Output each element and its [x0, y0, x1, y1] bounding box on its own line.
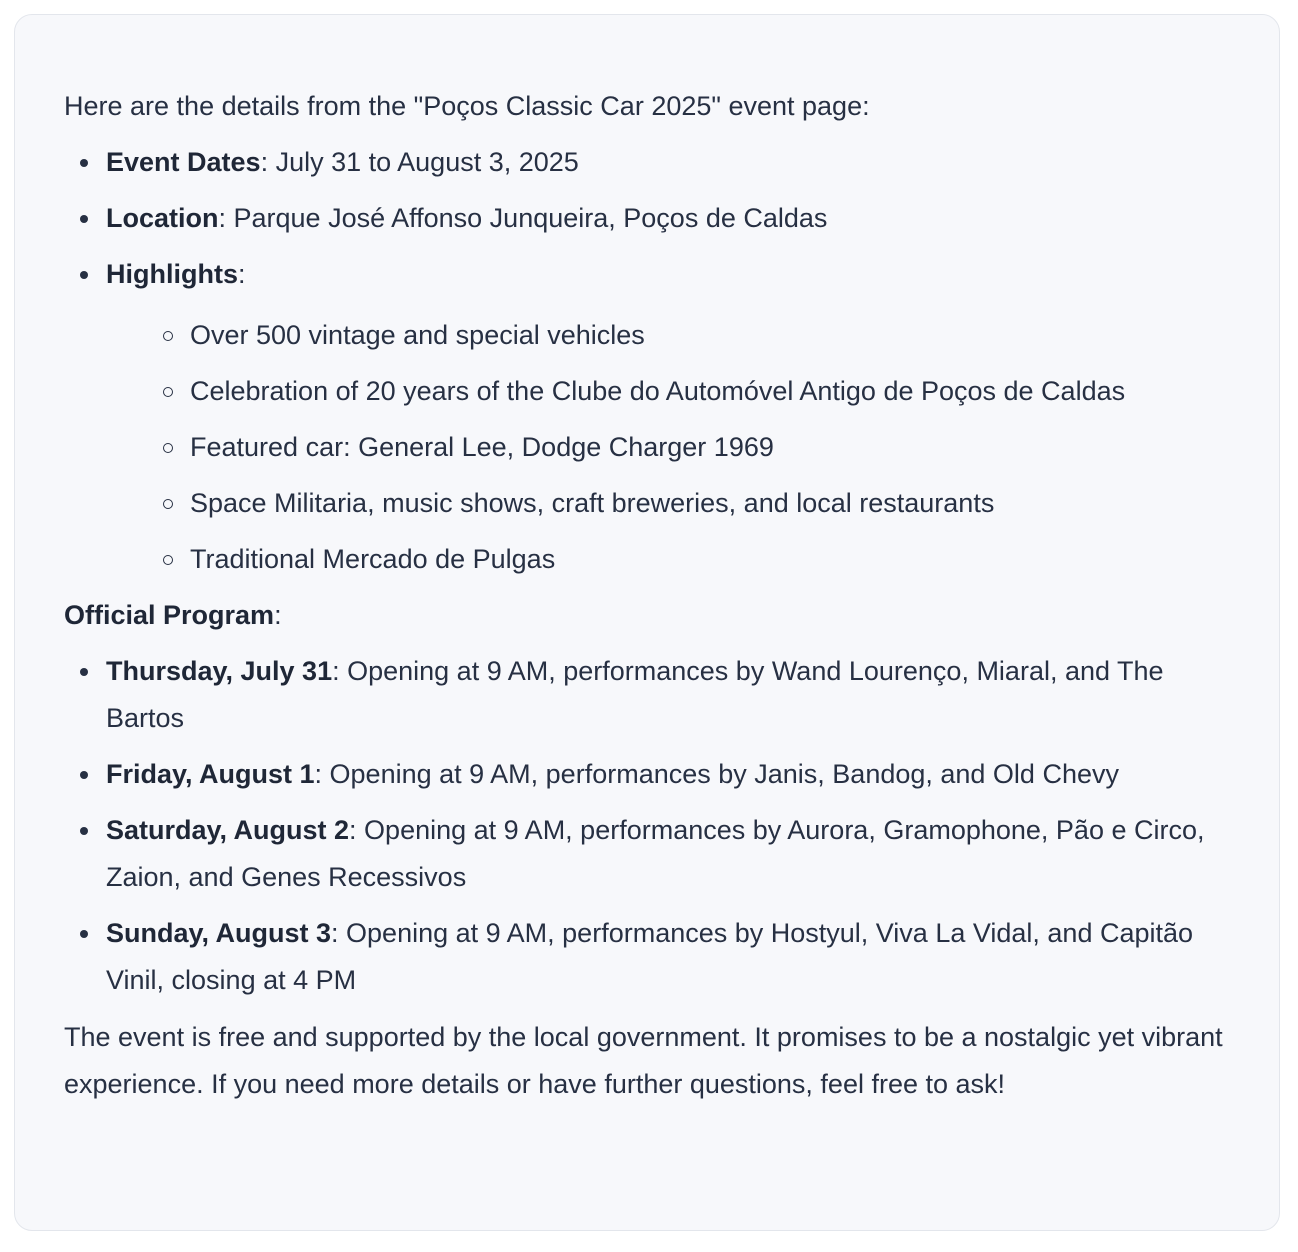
program-day: Friday, August 1 — [106, 759, 315, 789]
program-text: : Opening at 9 AM, performances by Hostyul, Viva La Vidal, and Capitão Vinil, closing at 4 PM — [106, 918, 1194, 995]
detail-value: : Parque José Affonso Junqueira, Poços de Caldas — [218, 203, 828, 233]
detail-label: Event Dates — [106, 147, 261, 177]
highlight-item: Over 500 vintage and special vehicles — [106, 312, 1231, 359]
outro-text: The event is free and supported by the local government. It promises to be a nostalgic yet vibrant experience. If you need more details or have further questions, feel free to ask! — [64, 1022, 1223, 1099]
program-item-thursday — [64, 648, 1231, 742]
program-heading-label: Official Program — [64, 600, 275, 630]
list-item-event-dates — [64, 139, 1231, 186]
detail-value: : — [237, 259, 246, 289]
highlight-item: Celebration of 20 years of the Clube do Automóvel Antigo de Poços de Caldas — [106, 368, 1231, 415]
list-item-highlights — [64, 251, 1231, 583]
detail-value: : July 31 to August 3, 2025 — [260, 147, 579, 177]
program-list — [64, 648, 1231, 1004]
program-day: Thursday, July 31 — [106, 656, 333, 686]
program-item-sunday — [64, 910, 1231, 1004]
detail-label: Highlights — [106, 259, 238, 289]
program-text: : Opening at 9 AM, performances by Janis, Bandog, and Old Chevy — [314, 759, 1119, 789]
program-heading-suffix: : — [274, 600, 282, 630]
detail-label: Location — [106, 203, 219, 233]
program-item-saturday — [64, 807, 1231, 901]
program-text: : Opening at 9 AM, performances by Wand Lourenço, Miaral, and The Bartos — [106, 656, 1164, 733]
program-item-friday — [64, 751, 1231, 798]
program-heading — [64, 592, 1231, 639]
highlight-item: Featured car: General Lee, Dodge Charger 1969 — [106, 424, 1231, 471]
program-day: Saturday, August 2 — [106, 815, 350, 845]
program-text: : Opening at 9 AM, performances by Aurora, Gramophone, Pão e Circo, Zaion, and Genes Recessivos — [106, 815, 1205, 892]
highlights-list — [106, 312, 1231, 583]
intro-text: Here are the details from the "Poços Classic Car 2025" event page: — [64, 91, 870, 121]
list-item-location — [64, 195, 1231, 242]
highlight-item: Traditional Mercado de Pulgas — [106, 536, 1231, 583]
program-day: Sunday, August 3 — [106, 918, 332, 948]
highlight-item: Space Militaria, music shows, craft breweries, and local restaurants — [106, 480, 1231, 527]
assistant-message-card — [14, 14, 1280, 1231]
event-details-list — [64, 139, 1231, 583]
